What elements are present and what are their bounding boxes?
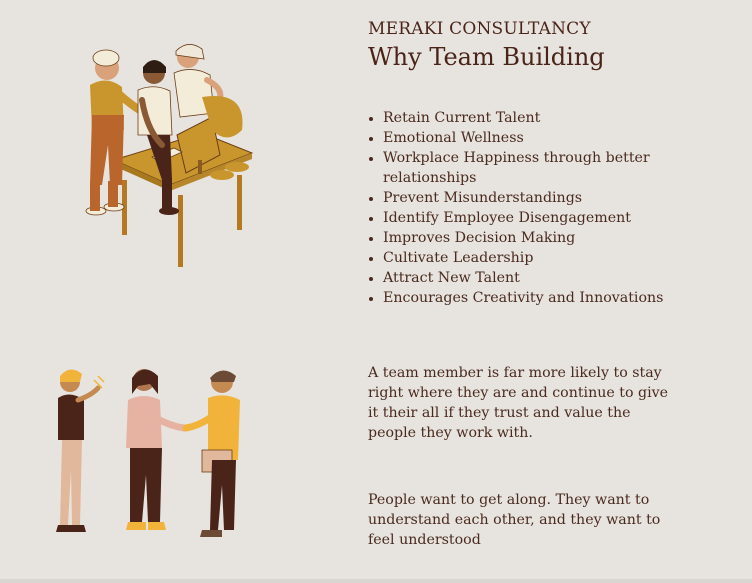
list-item: • Retain Current Talent: [383, 108, 683, 128]
trust-paragraph: A team member is far more likely to stay right where they are and continue to give it their all if they trust and value the people they work with.: [368, 365, 669, 441]
list-item: • Emotional Wellness: [383, 128, 683, 148]
bottom-divider: [0, 579, 752, 583]
page-title: Why Team Building: [368, 43, 605, 71]
list-item: • Cultivate Leadership: [383, 248, 683, 268]
handshake-illustration: [52, 360, 252, 555]
list-item: • Improves Decision Making: [383, 228, 683, 248]
brand-name: MERAKI CONSULTANCY: [368, 19, 591, 39]
understood-paragraph: People want to get along. They want to understand each other, and they want to feel understood: [368, 492, 661, 548]
list-item: • Prevent Misunderstandings: [383, 188, 683, 208]
benefits-list: [368, 108, 683, 308]
list-item: • Workplace Happiness through better relationships: [383, 148, 683, 188]
list-item: • Encourages Creativity and Innovations: [383, 288, 683, 308]
list-item: • Identify Employee Disengagement: [383, 208, 683, 228]
team-at-computer-illustration: [52, 35, 262, 270]
list-item: • Attract New Talent: [383, 268, 683, 288]
